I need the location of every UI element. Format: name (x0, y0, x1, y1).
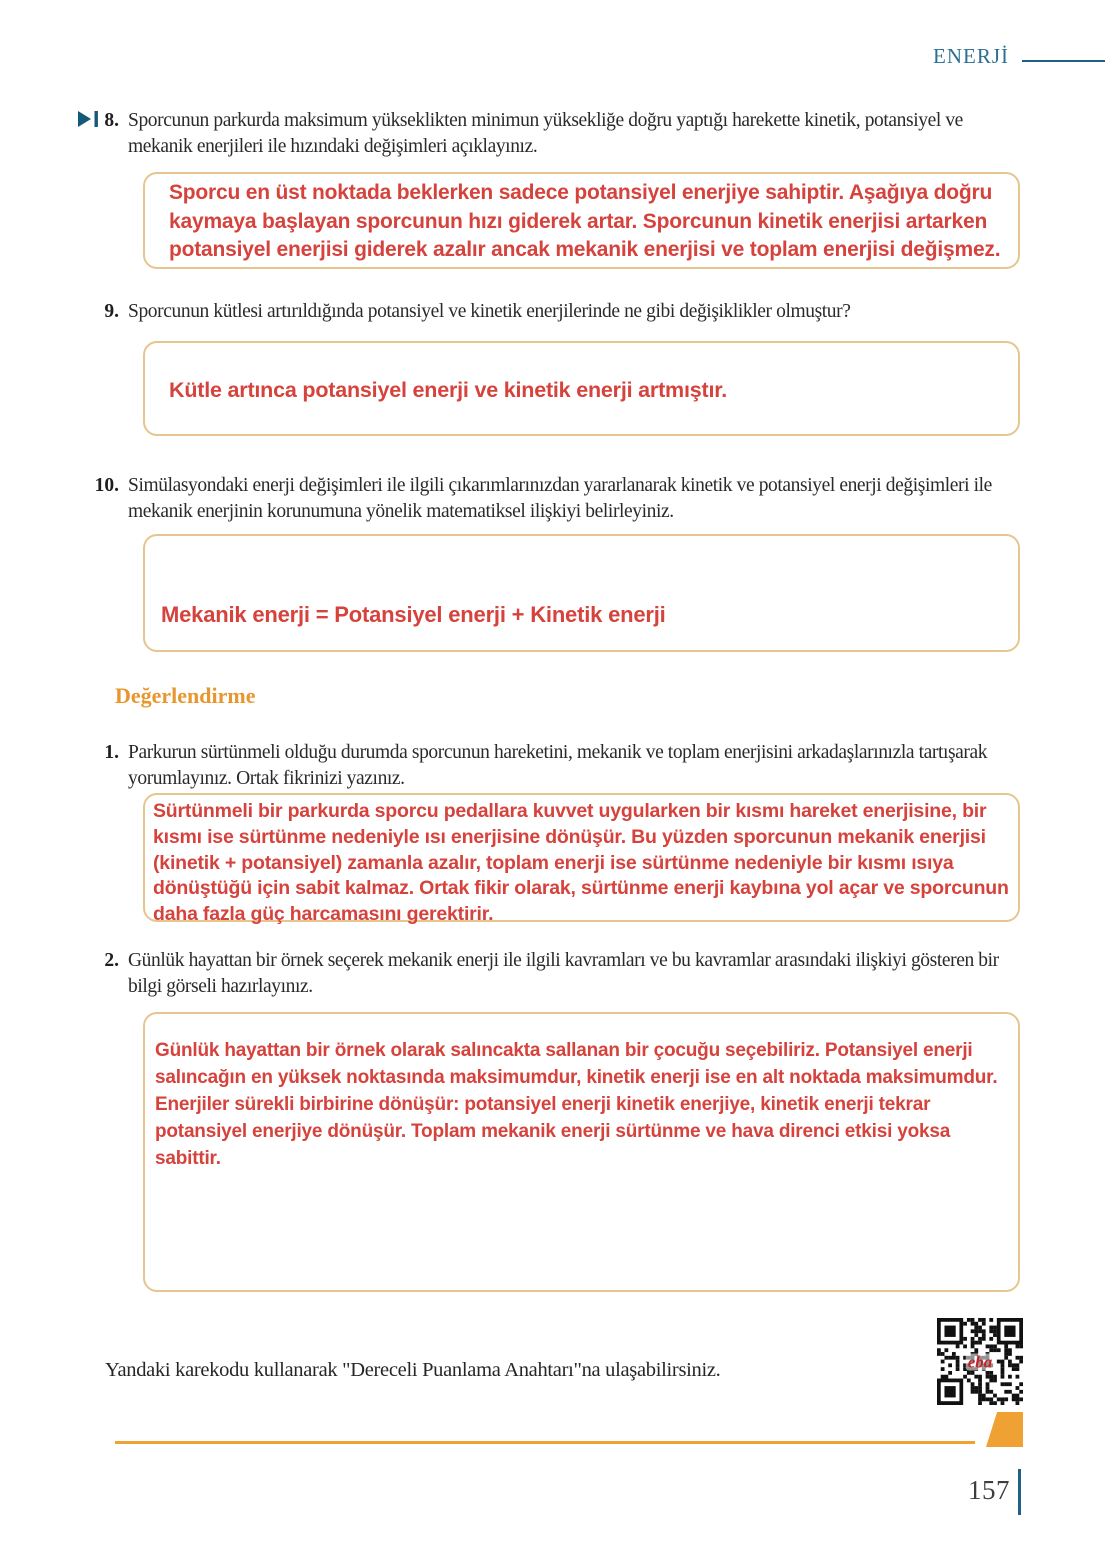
answer-9-text: Kütle artınca potansiyel enerji ve kinetik enerji artmıştır. (169, 378, 727, 402)
question-8-text: Sporcunun parkurda maksimum yükseklikten minimun yüksekliğe doğru yaptığı harekette kinetik, potansiyel ve mekanik enerjileri ile hızındaki değişimleri açıklayınız. (128, 110, 963, 157)
question-10-text: Simülasyondaki enerji değişimleri ile ilgili çıkarımlarınızdan yararlanarak kinetik ve potansiyel enerji değişimleri ile mekanik enerjinin korunumuna yönelik matematiksel ilişkiyi belirleyiniz. (128, 475, 992, 522)
qr-code (937, 1318, 1023, 1405)
answer-box-9 (143, 341, 1020, 436)
answer-8-text: Sporcu en üst noktada beklerken sadece potansiyel enerjiye sahiptir. Aşağıya doğru kaymaya başlayan sporcunun hızı giderek artar. Sporcunun kinetik enerjisi artarken potansiyel enerjisi giderek azalır ancak mekanik enerjisi ve toplam enerjisi değişmez. (169, 181, 1001, 261)
answer-box-eval-1 (143, 793, 1020, 926)
footer-rule (115, 1441, 975, 1444)
page-number: 157 (968, 1475, 1010, 1505)
answer-box-10 (143, 534, 1020, 652)
page-header-title: ENERJİ (933, 44, 1009, 68)
answer-eval-1-text: Sürtünmeli bir parkurda sporcu pedallara kuvvet uygularken bir kısmı hareket enerjisine, bir kısmı ise sürtünme nedeniyle ısı enerjisine dönüşür. Bu yüzden sporcunun mekanik enerjisi (kinetik + potansiyel) zamanla azalır, toplam enerji ise sürtünme nedeniyle bir kısmı ısıya dönüştüğü için sabit kalmaz. Ortak fikir olarak, sürtünme enerji kaybına yol açar ve sporcunun daha fazla güç harcamasını gerektirir. (153, 800, 1009, 926)
answer-eval-2-text: Günlük hayattan bir örnek olarak salıncakta sallanan bir çocuğu seçebiliriz. Potansiyel enerji salıncağın en yüksek noktasında maksimumdur, kinetik enerji ise en alt noktada maksimumdur. Enerjiler sürekli birbirine dönüşür: potansiyel enerji kinetik enerjiye, kinetik enerji tekrar potansiyel enerjiye dönüşür. Toplam mekanik enerji sürtünme ve hava direnci etkisi yoksa sabittir. (155, 1040, 998, 1169)
eba-logo: eba (967, 1352, 993, 1371)
question-8-number: 8. (104, 110, 119, 131)
answer-box-eval-2 (143, 1012, 1020, 1292)
page-number-bar (1018, 1469, 1021, 1515)
eval-question-2-number: 2. (104, 950, 119, 971)
question-9-number: 9. (104, 301, 119, 322)
answer-10-formula: Mekanik enerji = Potansiyel enerji + Kinetik enerji (161, 602, 666, 627)
eval-question-1-text: Parkurun sürtünmeli olduğu durumda sporcunun hareketini, mekanik ve toplam enerjisini arkadaşlarınızla tartışarak yorumlayınız. Ortak fikrinizi yazınız. (128, 742, 988, 789)
answer-box-8 (143, 172, 1020, 269)
eval-question-1-number: 1. (104, 742, 119, 763)
question-10-number: 10. (94, 475, 119, 496)
qr-instruction-text: Yandaki karekodu kullanarak "Dereceli Puanlama Anahtarı"na ulaşabilirsiniz. (105, 1359, 721, 1381)
footer-accent-shape (986, 1412, 1023, 1447)
eval-question-2-text: Günlük hayattan bir örnek seçerek mekanik enerji ile ilgili kavramları ve bu kavramlar arasındaki ilişkiyi gösteren bir bilgi görseli hazırlayınız. (128, 950, 999, 997)
header-rule (1022, 60, 1105, 62)
section-title-degerlendirme: Değerlendirme (115, 683, 256, 708)
question-9-text: Sporcunun kütlesi artırıldığında potansiyel ve kinetik enerjilerinde ne gibi değişiklikler olmuştur? (128, 301, 851, 322)
